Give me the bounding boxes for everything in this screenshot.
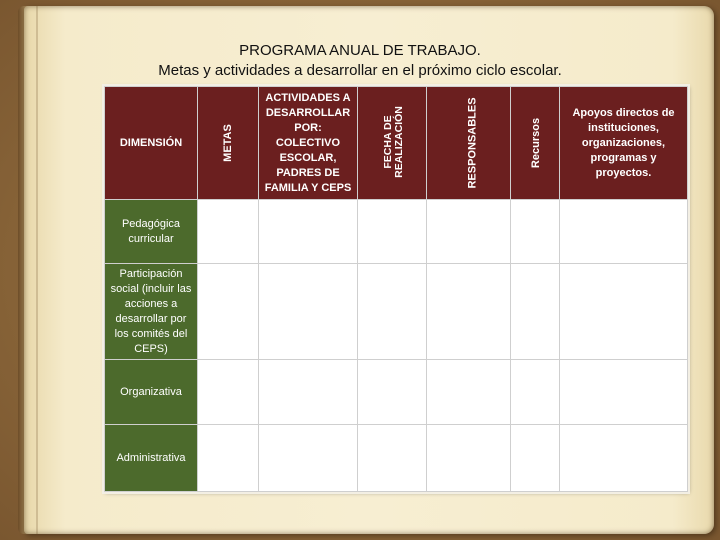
table-cell bbox=[198, 200, 259, 264]
row-label-participacion: Participación social (incluir las acciones a desarrollar por los comités del CEPS) bbox=[105, 264, 198, 360]
document-subtitle: Metas y actividades a desarrollar en el próximo ciclo escolar. bbox=[158, 62, 562, 79]
header-dimension: DIMENSIÓN bbox=[105, 87, 198, 200]
table-cell bbox=[560, 425, 688, 492]
table-cell bbox=[259, 360, 358, 425]
header-fecha-line1: FECHA DE bbox=[381, 115, 394, 169]
table-cell bbox=[358, 200, 427, 264]
header-apoyos: Apoyos directos de instituciones, organizaciones, programas y proyectos. bbox=[560, 87, 688, 200]
table-cell bbox=[427, 264, 511, 360]
table-row bbox=[105, 200, 688, 264]
table-cell bbox=[358, 425, 427, 492]
table-cell bbox=[259, 264, 358, 360]
table-cell bbox=[198, 425, 259, 492]
header-recursos bbox=[511, 87, 560, 200]
table-row bbox=[105, 360, 688, 425]
header-actividades: ACTIVIDADES A DESARROLLAR POR: COLECTIVO ESCOLAR, PADRES DE FAMILIA Y CEPS bbox=[259, 87, 358, 200]
table-cell bbox=[511, 200, 560, 264]
table-row bbox=[105, 264, 688, 360]
header-fecha-line2: REALIZACIÓN bbox=[392, 106, 405, 178]
row-label-organizativa: Organizativa bbox=[105, 360, 198, 425]
row-label-administrativa: Administrativa bbox=[105, 425, 198, 492]
header-metas-label: METAS bbox=[222, 123, 234, 162]
header-responsables-label: RESPONSABLES bbox=[466, 96, 479, 189]
table-cell bbox=[358, 360, 427, 425]
table-cell bbox=[259, 200, 358, 264]
table-cell bbox=[427, 425, 511, 492]
table-cell bbox=[511, 264, 560, 360]
header-fecha bbox=[358, 87, 427, 200]
table-cell bbox=[198, 264, 259, 360]
table-cell bbox=[560, 264, 688, 360]
table-cell bbox=[198, 360, 259, 425]
table-cell bbox=[511, 425, 560, 492]
table-cell bbox=[427, 360, 511, 425]
table-cell bbox=[358, 264, 427, 360]
table-cell bbox=[511, 360, 560, 425]
page-spine-line bbox=[36, 6, 38, 534]
table-cell bbox=[259, 425, 358, 492]
table-cell bbox=[560, 200, 688, 264]
header-recursos-label: Recursos bbox=[530, 117, 543, 168]
work-program-table bbox=[104, 86, 688, 492]
table-cell bbox=[427, 200, 511, 264]
table-header-row bbox=[105, 87, 688, 200]
header-fecha-label bbox=[383, 106, 405, 178]
row-label-pedagogica: Pedagógica curricular bbox=[105, 200, 198, 264]
header-responsables bbox=[427, 87, 511, 200]
table-cell bbox=[560, 360, 688, 425]
document-title: PROGRAMA ANUAL DE TRABAJO. bbox=[239, 42, 481, 59]
table-row bbox=[105, 425, 688, 492]
header-metas bbox=[198, 87, 259, 200]
